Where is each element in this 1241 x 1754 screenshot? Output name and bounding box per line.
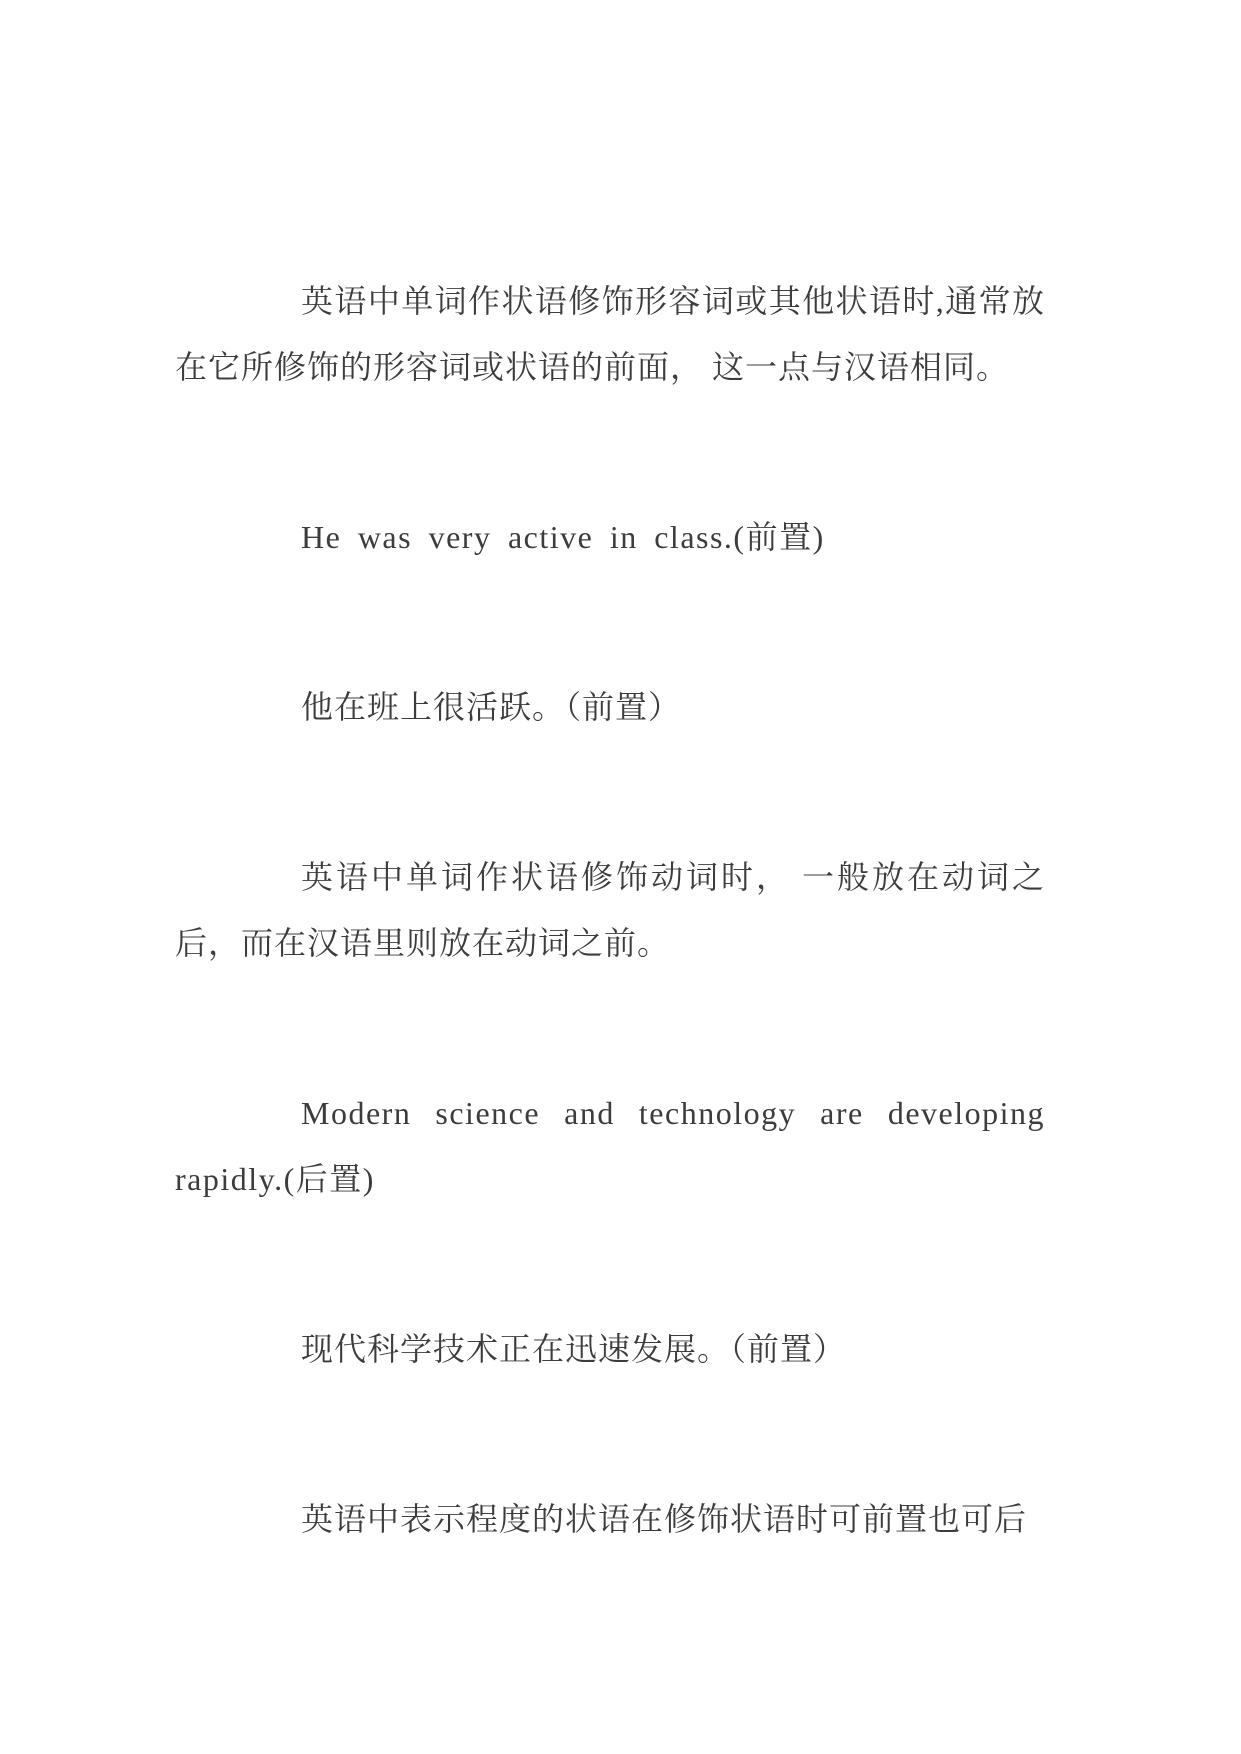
example-chinese-modern-science: 现代科学技术正在迅速发展。（前置） bbox=[301, 1331, 847, 1367]
example-english-he-was-active: He was very active in class.(前置) bbox=[301, 519, 825, 555]
paragraph-adverb-adjective-rule: 英语中单词作状语修饰形容词或其他状语时,通常放在它所修饰的形容词或状语的前面， 这一点与汉语相同。 bbox=[175, 283, 1045, 385]
paragraph-adverb-verb-rule: 英语中单词作状语修饰动词时， 一般放在动词之后，而在汉语里则放在动词之前。 bbox=[175, 859, 1045, 961]
example-chinese-he-was-active: 他在班上很活跃。（前置） bbox=[301, 689, 682, 725]
paragraph-degree-adverb-rule: 英语中表示程度的状语在修饰状语时可前置也可后 bbox=[301, 1501, 1028, 1537]
example-english-modern-science: Modern science and technology are developing rapidly.(后置) bbox=[175, 1095, 1045, 1197]
